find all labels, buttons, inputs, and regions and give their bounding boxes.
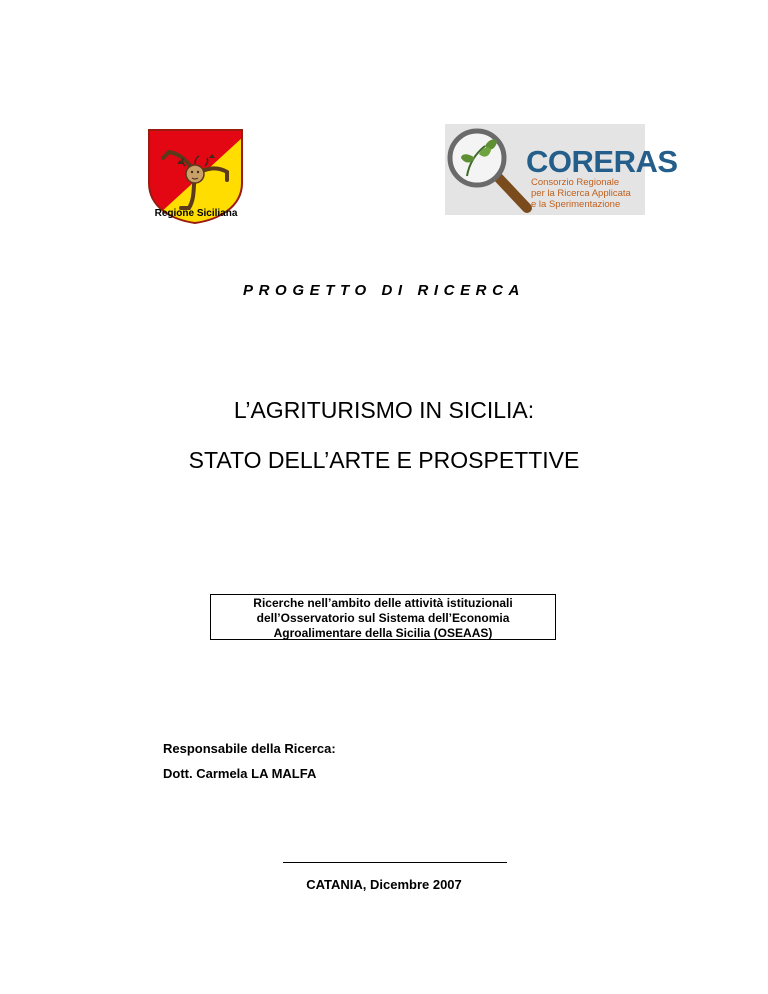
research-context-line: Agroalimentare della Sicilia (OSEAAS) <box>273 626 493 640</box>
document-kind-label: PROGETTO DI RICERCA <box>243 282 525 299</box>
responsible-label: Responsabile della Ricerca: <box>163 741 336 756</box>
responsible-name: Dott. Carmela LA MALFA <box>163 766 317 781</box>
coreras-subtitle-line: e la Sperimentazione <box>531 199 621 210</box>
separator-rule <box>283 862 507 863</box>
document-title-line-2: STATO DELL’ARTE E PROSPETTIVE <box>188 447 580 473</box>
research-context-box <box>210 594 556 640</box>
place-and-date: CATANIA, Dicembre 2007 <box>306 877 462 892</box>
coreras-subtitle-line: per la Ricerca Applicata <box>531 188 631 199</box>
emblem-caption: Regione Siciliana <box>154 208 238 219</box>
research-context-line: dell’Osservatorio sul Sistema dell’Economia <box>256 611 510 625</box>
coreras-name: CORERAS <box>526 144 678 179</box>
coreras-logo <box>445 124 678 215</box>
coreras-subtitle <box>531 177 631 210</box>
coreras-subtitle-line: Consorzio Regionale <box>531 177 620 188</box>
document-title-line-1: L’AGRITURISMO IN SICILIA: <box>233 397 535 423</box>
research-context-line: Ricerche nell’ambito delle attività istituzionali <box>253 596 513 610</box>
